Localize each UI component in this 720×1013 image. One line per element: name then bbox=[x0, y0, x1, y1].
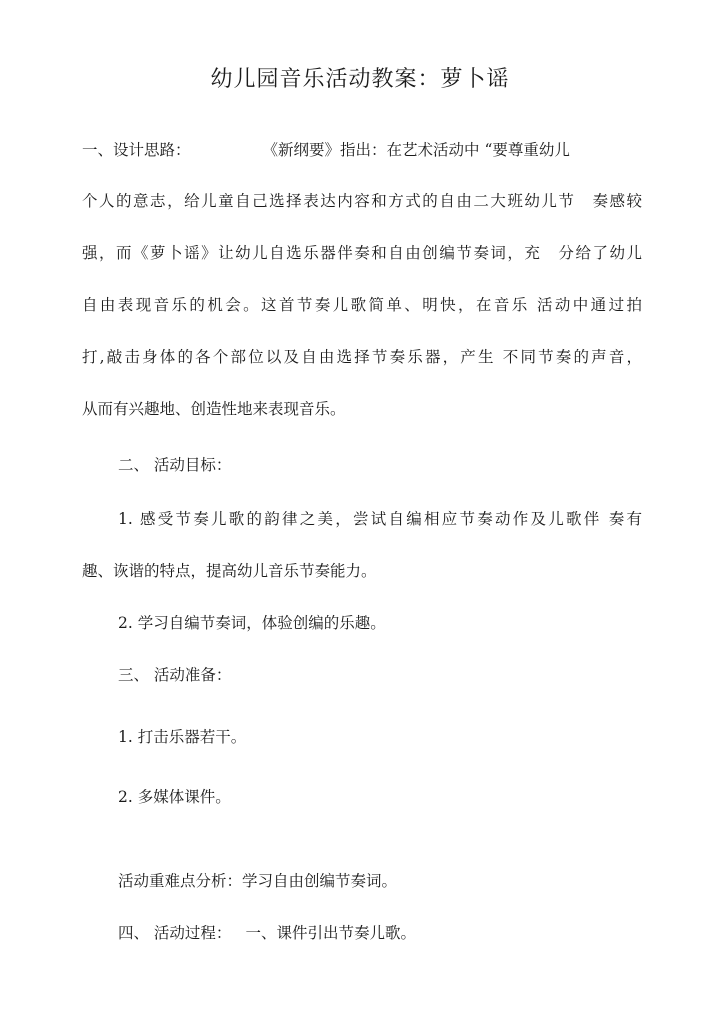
section3-heading: 三、 活动准备： bbox=[118, 666, 232, 684]
document-title: 幼儿园音乐活动教案：萝卜谣 bbox=[210, 67, 510, 92]
section1-heading: 一、设计思路： bbox=[82, 141, 191, 159]
section1-line-5: 从而有兴趣地、创造性地来表现音乐。 bbox=[82, 400, 346, 418]
section1-first-line bbox=[82, 138, 642, 162]
section1-line-2: 强，而《萝卜谣》让幼儿自选乐器伴奏和自由创编节奏词，充 分给了幼儿 bbox=[82, 244, 642, 262]
section4-heading: 四、 活动过程： bbox=[118, 924, 232, 942]
section1-line-4: 打,敲击身体的各个部位以及自由选择节奏乐器，产生 不同节奏的声音， bbox=[82, 348, 642, 366]
section2-item1-line2: 趣、诙谐的特点，提高幼儿音乐节奏能力。 bbox=[82, 562, 377, 580]
section3-item2: 2. 多媒体课件。 bbox=[118, 788, 231, 806]
key-points: 活动重难点分析：学习自由创编节奏词。 bbox=[118, 872, 398, 890]
section2-item1-line1: 1. 感受节奏儿歌的韵律之美，尝试自编相应节奏动作及儿歌伴 奏有 bbox=[118, 510, 642, 528]
section1-lead: 《新纲要》指出：在艺术活动中 “要尊重幼儿 bbox=[262, 141, 570, 159]
section2-item2: 2. 学习自编节奏词，体验创编的乐趣。 bbox=[118, 614, 386, 632]
section2-heading: 二、 活动目标： bbox=[118, 456, 232, 474]
section3-item1: 1. 打击乐器若干。 bbox=[118, 728, 247, 746]
section1-line-1: 个人的意志，给儿童自己选择表达内容和方式的自由二大班幼儿节 奏感较 bbox=[82, 192, 642, 210]
section1-line-3: 自由表现音乐的机会。这首节奏儿歌简单、明快，在音乐 活动中通过拍 bbox=[82, 296, 642, 314]
section4-line bbox=[118, 921, 642, 945]
section4-step1: 一、课件引出节奏儿歌。 bbox=[245, 924, 416, 942]
